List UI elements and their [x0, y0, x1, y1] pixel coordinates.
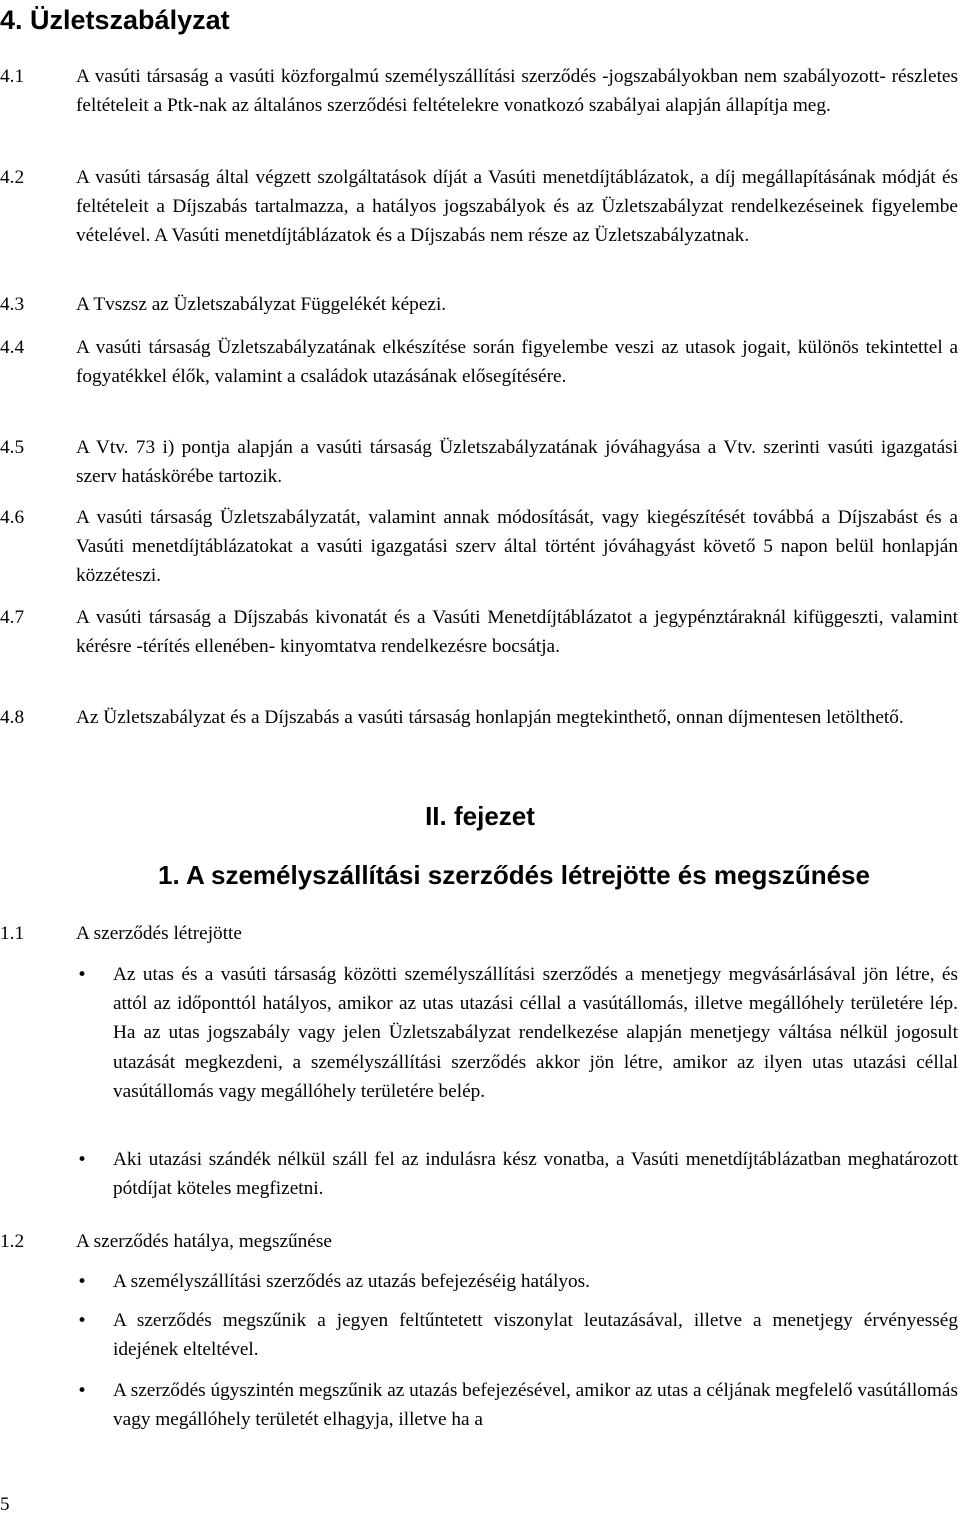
subsection-number: 1.2	[0, 1231, 25, 1252]
bullet-icon: •	[77, 1272, 88, 1292]
bullet-icon: •	[77, 1311, 88, 1331]
bullet-item	[0, 960, 958, 1106]
paragraph-4-5	[0, 433, 958, 491]
bullet-text: A szerződés megszűnik a jegyen feltűntetett viszonylat leutazásával, illetve a menetjegy érvényesség idejének elteltével.	[113, 1310, 958, 1361]
paragraph-4-1	[0, 62, 958, 120]
bullet-icon: •	[77, 1381, 88, 1401]
bullet-text: A személyszállítási szerződés az utazás befejezéséig hatályos.	[113, 1271, 590, 1292]
bullet-item	[0, 1306, 958, 1364]
paragraph-4-2	[0, 163, 958, 251]
subsection-heading-1-2	[0, 1227, 332, 1256]
bullet-text: Az utas és a vasúti társaság közötti személyszállítási szerződés a menetjegy megvásárlásával jön létre, és attól az időponttól hatályos, amikor az utas utazási céllal a vasútállomás, illetve megállóhely területére lép. Ha az utas jogszabály vagy jelen Üzletszabályzat rendelkezése alapján menetjegy váltása nélkül jogosult utazását megkezdeni, a személyszállítási szerződés akkor jön létre, amikor az ilyen utas utazási céllal vasútállomás vagy megállóhely területére belép.	[113, 964, 958, 1102]
paragraph-text: A vasúti társaság a Díjszabás kivonatát és a Vasúti Menetdíjtáblázatot a jegypénztáraknál kifüggeszti, valamint kérésre -térítés ellenében- kinyomtatva rendelkezésre bocsátja.	[76, 607, 958, 658]
subsection-label: A szerződés hatálya, megszűnése	[76, 1231, 332, 1252]
paragraph-4-3	[0, 290, 958, 319]
paragraph-number: 4.7	[0, 607, 25, 628]
bullet-text: A szerződés úgyszintén megszűnik az utazás befejezésével, amikor az utas a céljának megfelelő vasútállomás vagy megállóhely területét elhagyja, illetve ha a	[113, 1380, 958, 1431]
chapter-label: II. fejezet	[425, 801, 535, 831]
bullet-text: Aki utazási szándék nélkül száll fel az indulásra kész vonatba, a Vasúti menetdíjtáblázatban meghatározott pótdíjat köteles megfizetni.	[113, 1149, 958, 1200]
paragraph-4-7	[0, 603, 958, 661]
paragraph-text: A vasúti társaság által végzett szolgáltatások díját a Vasúti menetdíjtáblázatok, a díj megállapításának módját és feltételeit a Díjszabás tartalmazza, a hatályos jogszabályok és az Üzletszabályzat rendelkezéseinek figyelembe vételével. A Vasúti menetdíjtáblázatok és a Díjszabás nem része az Üzletszabályzatnak.	[76, 167, 958, 247]
bullet-item	[0, 1145, 958, 1203]
bullet-icon: •	[77, 965, 88, 985]
paragraph-number: 4.5	[0, 437, 25, 458]
paragraph-number: 4.1	[0, 66, 25, 87]
paragraph-text: A vasúti társaság Üzletszabályzatát, valamint annak módosítását, vagy kiegészítését továbbá a Díjszabást és a Vasúti menetdíjtáblázatokat a vasúti igazgatási szerv által történt jóváhagyást követő 5 napon belül honlapján közzéteszi.	[76, 507, 958, 587]
paragraph-text: A vasúti társaság a vasúti közforgalmú személyszállítási szerződés -jogszabályokban nem szabályozott- részletes feltételeit a Ptk-nak az általános szerződési feltételekre vonatkozó szabályai alapján állapítja meg.	[76, 66, 958, 117]
paragraph-text: A Vtv. 73 i) pontja alapján a vasúti társaság Üzletszabályzatának jóváhagyása a Vtv. szerinti vasúti igazgatási szerv hatáskörébe tartozik.	[76, 437, 958, 488]
paragraph-4-4	[0, 333, 958, 391]
subsection-heading-1-1	[0, 919, 242, 948]
subsection-number: 1.1	[0, 923, 25, 944]
bullet-item	[0, 1376, 958, 1434]
chapter-title: 1. A személyszállítási szerződés létrejötte és megszűnése	[158, 860, 870, 890]
paragraph-number: 4.4	[0, 337, 25, 358]
paragraph-4-8	[0, 703, 958, 732]
paragraph-number: 4.3	[0, 294, 25, 315]
paragraph-number: 4.2	[0, 167, 25, 188]
bullet-icon: •	[77, 1150, 88, 1170]
bullet-item	[0, 1267, 958, 1296]
paragraph-text: A Tvszsz az Üzletszabályzat Függelékét képezi.	[76, 294, 447, 315]
paragraph-number: 4.6	[0, 507, 25, 528]
subsection-label: A szerződés létrejötte	[76, 923, 242, 944]
paragraph-text: A vasúti társaság Üzletszabályzatának elkészítése során figyelembe veszi az utasok jogait, különös tekintettel a fogyatékkel élők, valamint a családok utazásának elősegítésére.	[76, 337, 958, 388]
paragraph-text: Az Üzletszabályzat és a Díjszabás a vasúti társaság honlapján megtekinthető, onnan díjmentesen letölthető.	[76, 707, 904, 728]
section-title: 4. Üzletszabályzat	[0, 5, 230, 35]
page-number: 5	[0, 1494, 10, 1515]
paragraph-4-6	[0, 503, 958, 591]
paragraph-number: 4.8	[0, 707, 25, 728]
